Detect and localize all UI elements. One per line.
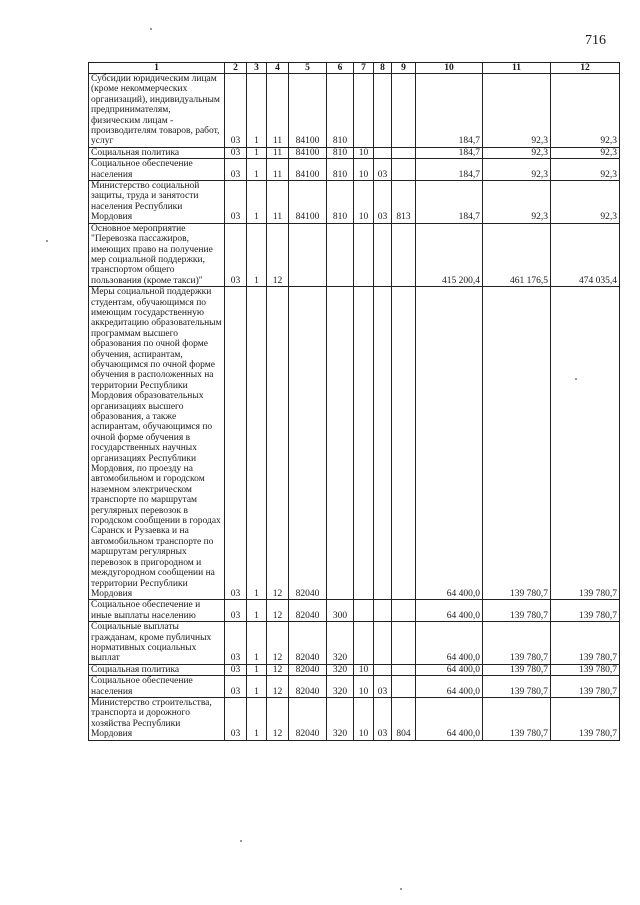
- row-amount: 139 780,7: [483, 622, 551, 665]
- row-cell: [354, 287, 374, 600]
- row-name: Социальная политика: [89, 664, 225, 675]
- row-cell: 11: [267, 159, 289, 181]
- row-amount: 461 176,5: [483, 223, 551, 286]
- row-name: Социальная политика: [89, 147, 225, 158]
- header-cell: 1: [89, 63, 225, 74]
- row-cell: 810: [327, 181, 354, 224]
- row-cell: 84100: [289, 74, 327, 148]
- table-row: [89, 600, 620, 622]
- row-cell: 1: [247, 159, 267, 181]
- row-cell: 320: [327, 622, 354, 665]
- scan-speck: [575, 378, 577, 380]
- row-cell: 1: [247, 664, 267, 675]
- row-cell: 03: [225, 600, 247, 622]
- header-cell: 7: [354, 63, 374, 74]
- row-name: Социальное обеспечение и иные выплаты населению: [89, 600, 225, 622]
- row-amount: 139 780,7: [483, 676, 551, 698]
- row-name: Социальное обеспечение населения: [89, 159, 225, 181]
- row-cell: 12: [267, 664, 289, 675]
- header-row: [89, 63, 620, 74]
- row-amount: 92,3: [551, 147, 620, 158]
- budget-table: [88, 62, 620, 741]
- row-name: Социальное обеспечение населения: [89, 676, 225, 698]
- row-amount: 92,3: [483, 159, 551, 181]
- row-cell: 03: [225, 181, 247, 224]
- row-amount: 64 400,0: [416, 676, 483, 698]
- row-cell: 82040: [289, 697, 327, 740]
- row-cell: [392, 622, 416, 665]
- row-cell: 82040: [289, 622, 327, 665]
- row-cell: 810: [327, 159, 354, 181]
- row-amount: 139 780,7: [551, 676, 620, 698]
- row-cell: 03: [374, 697, 392, 740]
- row-amount: 184,7: [416, 159, 483, 181]
- row-amount: 139 780,7: [551, 600, 620, 622]
- row-cell: 11: [267, 181, 289, 224]
- row-cell: [392, 74, 416, 148]
- row-amount: 64 400,0: [416, 600, 483, 622]
- scan-speck: [240, 840, 242, 842]
- row-amount: 139 780,7: [483, 664, 551, 675]
- table-row: [89, 181, 620, 224]
- row-amount: 139 780,7: [551, 697, 620, 740]
- row-cell: 82040: [289, 600, 327, 622]
- row-amount: 184,7: [416, 147, 483, 158]
- row-cell: 03: [225, 287, 247, 600]
- row-amount: 92,3: [551, 159, 620, 181]
- row-amount: 139 780,7: [483, 697, 551, 740]
- row-cell: 1: [247, 622, 267, 665]
- row-cell: 10: [354, 664, 374, 675]
- row-cell: 10: [354, 181, 374, 224]
- table-row: [89, 74, 620, 148]
- scan-speck: [46, 240, 48, 242]
- row-cell: [374, 600, 392, 622]
- row-cell: [327, 287, 354, 600]
- row-cell: 03: [225, 159, 247, 181]
- row-cell: 320: [327, 676, 354, 698]
- row-cell: 82040: [289, 287, 327, 600]
- row-amount: 184,7: [416, 181, 483, 224]
- row-name: Меры социальной поддержки студентам, обучающимся по имеющим государственную аккредитацию образовательным программам высшего образования по очной форме обучения, аспирантам, обучающимся по очной форме обучения в расположенных на территории Республики Мордовия образовательных организациях высшего образования, а также аспирантам, обучающимся по очной форме обучения в государственных научных организациях Республики Мордовия, по проезду на автомобильном и городском наземном электрическом транспорте по маршрутам регулярных перевозок в городском сообщении в городах Саранск и Рузаевка и на автомобильном транспорте по маршрутам регулярных перевозок в пригородном и междугородном сообщении на территории Республики Мордовия: [89, 287, 225, 600]
- row-amount: 64 400,0: [416, 697, 483, 740]
- row-cell: 03: [225, 664, 247, 675]
- row-cell: 1: [247, 147, 267, 158]
- header-cell: 10: [416, 63, 483, 74]
- row-amount: 92,3: [551, 181, 620, 224]
- row-amount: 92,3: [483, 74, 551, 148]
- table-row: [89, 664, 620, 675]
- row-cell: 82040: [289, 664, 327, 675]
- table-row: [89, 287, 620, 600]
- row-amount: 92,3: [483, 181, 551, 224]
- row-cell: 320: [327, 664, 354, 675]
- row-cell: 10: [354, 697, 374, 740]
- row-cell: [392, 147, 416, 158]
- row-cell: [354, 622, 374, 665]
- header-cell: 2: [225, 63, 247, 74]
- row-cell: 03: [374, 181, 392, 224]
- row-cell: 03: [225, 147, 247, 158]
- row-cell: [354, 74, 374, 148]
- row-amount: 92,3: [551, 74, 620, 148]
- row-cell: 1: [247, 74, 267, 148]
- page-number: 716: [585, 33, 606, 48]
- row-cell: 84100: [289, 147, 327, 158]
- header-cell: 8: [374, 63, 392, 74]
- row-cell: 03: [374, 676, 392, 698]
- row-cell: 12: [267, 622, 289, 665]
- header-cell: 5: [289, 63, 327, 74]
- table-row: [89, 223, 620, 286]
- row-cell: 12: [267, 287, 289, 600]
- row-cell: 03: [225, 622, 247, 665]
- row-cell: 84100: [289, 159, 327, 181]
- header-cell: 3: [247, 63, 267, 74]
- row-cell: 1: [247, 676, 267, 698]
- row-cell: 810: [327, 147, 354, 158]
- row-amount: 415 200,4: [416, 223, 483, 286]
- scan-speck: [150, 28, 152, 30]
- row-amount: 139 780,7: [551, 287, 620, 600]
- row-amount: 64 400,0: [416, 664, 483, 675]
- row-cell: 11: [267, 147, 289, 158]
- row-cell: 12: [267, 600, 289, 622]
- row-cell: [374, 147, 392, 158]
- scan-speck: [400, 888, 402, 890]
- row-amount: 139 780,7: [483, 287, 551, 600]
- row-cell: [374, 664, 392, 675]
- row-cell: 03: [374, 159, 392, 181]
- row-cell: [354, 223, 374, 286]
- row-cell: 03: [225, 223, 247, 286]
- row-cell: 84100: [289, 181, 327, 224]
- row-cell: 03: [225, 676, 247, 698]
- row-name: Социальные выплаты гражданам, кроме публичных нормативных социальных выплат: [89, 622, 225, 665]
- table-row: [89, 676, 620, 698]
- row-cell: [374, 74, 392, 148]
- row-name: Министерство социальной защиты, труда и занятости населения Республики Мордовия: [89, 181, 225, 224]
- row-amount: 64 400,0: [416, 622, 483, 665]
- row-amount: 139 780,7: [551, 622, 620, 665]
- row-amount: 64 400,0: [416, 287, 483, 600]
- row-amount: 139 780,7: [551, 664, 620, 675]
- row-cell: 1: [247, 600, 267, 622]
- table-row: [89, 622, 620, 665]
- row-cell: [374, 223, 392, 286]
- row-cell: [374, 622, 392, 665]
- row-cell: 12: [267, 697, 289, 740]
- row-cell: [392, 600, 416, 622]
- table-row: [89, 159, 620, 181]
- row-cell: [392, 664, 416, 675]
- row-cell: 10: [354, 147, 374, 158]
- row-cell: 810: [327, 74, 354, 148]
- header-cell: 11: [483, 63, 551, 74]
- row-cell: 12: [267, 223, 289, 286]
- row-cell: [392, 223, 416, 286]
- row-cell: 10: [354, 159, 374, 181]
- row-name: Основное мероприятие "Перевозка пассажиров, имеющих право на получение мер социальной поддержки, транспортом общего пользования (кроме такси)": [89, 223, 225, 286]
- row-cell: [392, 159, 416, 181]
- table-row: [89, 147, 620, 158]
- row-cell: 1: [247, 223, 267, 286]
- row-cell: 300: [327, 600, 354, 622]
- row-amount: 474 035,4: [551, 223, 620, 286]
- row-cell: 82040: [289, 676, 327, 698]
- row-cell: 813: [392, 181, 416, 224]
- row-cell: 1: [247, 287, 267, 600]
- header-cell: 12: [551, 63, 620, 74]
- row-cell: 10: [354, 676, 374, 698]
- row-cell: 11: [267, 74, 289, 148]
- row-cell: [327, 223, 354, 286]
- header-cell: 6: [327, 63, 354, 74]
- header-cell: 4: [267, 63, 289, 74]
- row-amount: 139 780,7: [483, 600, 551, 622]
- row-cell: [354, 600, 374, 622]
- row-amount: 92,3: [483, 147, 551, 158]
- row-cell: [289, 223, 327, 286]
- row-cell: 03: [225, 74, 247, 148]
- row-cell: 03: [225, 697, 247, 740]
- row-amount: 184,7: [416, 74, 483, 148]
- row-cell: 1: [247, 697, 267, 740]
- row-cell: [392, 676, 416, 698]
- table-row: [89, 697, 620, 740]
- header-cell: 9: [392, 63, 416, 74]
- row-cell: 1: [247, 181, 267, 224]
- row-cell: [374, 287, 392, 600]
- row-cell: 12: [267, 676, 289, 698]
- row-name: Субсидии юридическим лицам (кроме некоммерческих организаций), индивидуальным предпринимателям, физическим лицам - производителям товаров, работ, услуг: [89, 74, 225, 148]
- row-name: Министерство строительства, транспорта и дорожного хозяйства Республики Мордовия: [89, 697, 225, 740]
- row-cell: 320: [327, 697, 354, 740]
- row-cell: 804: [392, 697, 416, 740]
- row-cell: [392, 287, 416, 600]
